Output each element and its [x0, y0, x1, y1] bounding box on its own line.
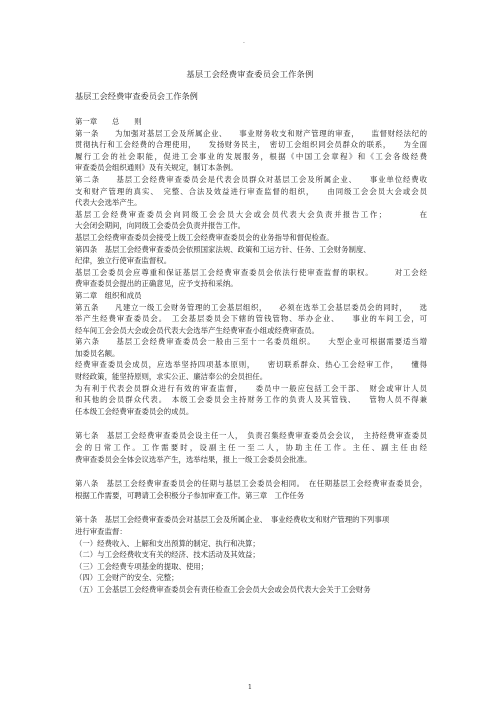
text-line: 第八条 基层工会经费审查委员会的任期与基层工会委员会相同。 在任期基层工会经费审查委员会，	[75, 479, 427, 489]
document-subtitle: 基层工会经费审查委员会工作条例	[75, 91, 198, 101]
text-line: 贯彻执行和工会经费的合理使用， 发扬财务民主， 密切工会组织同会员群众的联系， 为全面	[75, 140, 427, 150]
text-line: 第七条 基层工会经费审查委员会设主任一人， 负责召集经费审查委员会会议， 主持经费审查委员	[75, 431, 427, 441]
paragraph-gap	[75, 501, 427, 514]
document-body	[75, 116, 427, 596]
text-line: 会的日常工作。工作需要时，设副主任一至二人，协助主任工作。主任、副主任由经	[75, 443, 427, 453]
text-line: （二）与工会经费收支有关的经济、技术活动及其效益；	[75, 550, 260, 560]
text-line: 举产生经费审查委员会。 工会基层委员会下辖的管钱管物、举办企业、 事业的车间工会，可	[75, 314, 427, 324]
text-line: 基层工会经费审查委员会接受上级工会经费审查委员会的业务指导和督促检查。	[75, 232, 334, 242]
text-line: 第一章 总 则	[75, 117, 142, 126]
text-line: 费审查委员会提出的正确意见，应予支持和采纳。	[75, 279, 238, 289]
text-line: 经费审查委员会成员，应选举坚持四项基本原则， 密切联系群众、热心工会经审工作， 懂得	[75, 360, 427, 370]
text-line: 任本级工会经费审查委员会的成员。	[75, 406, 194, 416]
paragraph-gap	[75, 417, 427, 430]
text-line: （五）工会基层工会经费审查委员会有责任检查工会会员大会或会员代表大会关于工会财务	[75, 584, 371, 594]
text-line: 第四条 基层工会经费审查委员会依照国家法规、政策和工运方针、任务、工会财务制度、	[75, 244, 371, 254]
text-line: 第十条 基层工会经费审查委员会对基层工会及所属企业、 事业经费收支和财产管理的下列事项	[75, 515, 390, 525]
text-line: 代表大会选举产生。	[75, 198, 142, 208]
text-line: 经车间工会会员大会或会员代表大会选举产生经费审查小组或经费审查员。	[75, 325, 319, 335]
text-line: 第二章 组织和成员	[75, 290, 142, 300]
text-line: 纪律，独立行使审查监督权。	[75, 256, 172, 266]
page-number: 1	[247, 683, 253, 691]
text-line: 基层工会委员会应尊重和保证基层工会经费审查委员会依法行使审查监督的职权。 对工会经	[75, 267, 427, 277]
text-line: 审查委员会组织通则》及有关规定，制订本条例。	[75, 163, 238, 173]
text-line: 加委员名额。	[75, 348, 120, 358]
text-line: （一）经费收入、上解和支出预算的制定、执行和决算；	[75, 538, 260, 548]
text-line: （四）工会财产的安全、完整；	[75, 573, 179, 583]
text-line: 支和财产管理的真实、 完整、合法及效益进行审查监督的组织， 由同级工会会员大会或会员	[75, 186, 427, 196]
text-line: 第六条 基层工会经费审查委员会一般由三至十一名委员组织。 大型企业可根据需要适当增	[75, 337, 427, 347]
header-mark: .	[243, 38, 245, 45]
text-line: 进行审查监督：	[75, 527, 127, 536]
text-line: 费审查委员会全体会议选举产生，选举结果，报上一级工会委员会批准。	[75, 454, 312, 464]
document-title: 基层工会经费审查委员会工作条例	[186, 69, 314, 79]
text-line: （三）工会经费专项基金的提取、使用；	[75, 561, 209, 571]
text-line: 和其他的会员群众代表。 本级工会委员会主持财务工作的负责人及其管钱、 管物人员不得兼	[75, 395, 427, 405]
text-line: 财经政策，能坚持原则，求实公正、廉洁奉公的会员担任。	[75, 372, 268, 382]
text-line: 第一条 为加强对基层工会及所属企业、 事业财务收支和财产管理的审查， 监督财经法纪的	[75, 128, 427, 138]
text-line: 大会闭会期间，向同级工会委员会负责并报告工作。	[75, 221, 245, 231]
paragraph-gap	[75, 465, 427, 478]
text-line: 基层工会经费审查委员会向同级工会会员大会或会员代表大会负责并报告工作； 在	[75, 209, 427, 219]
text-line: 履行工会的社会职能，促进工会事业的发展服务，根据《中国工会章程》和《工会各级经费	[75, 151, 427, 161]
text-line: 第二条 基层工会经费审查委员会是代表会员群众对基层工会及所属企业、 事业单位经费收	[75, 174, 427, 184]
text-line: 为有利于代表会员群众进行有效的审查监督， 委员中一般应包括工会干部、 财会或审计人员	[75, 383, 427, 393]
text-line: 第五条 凡建立一级工会财务管理的工会基层组织， 必须在选举工会基层委员会的同时， 选	[75, 302, 427, 312]
text-line: 根据工作需要，可聘请工会积极分子参加审查工作。第三章 工作任务	[75, 490, 305, 500]
